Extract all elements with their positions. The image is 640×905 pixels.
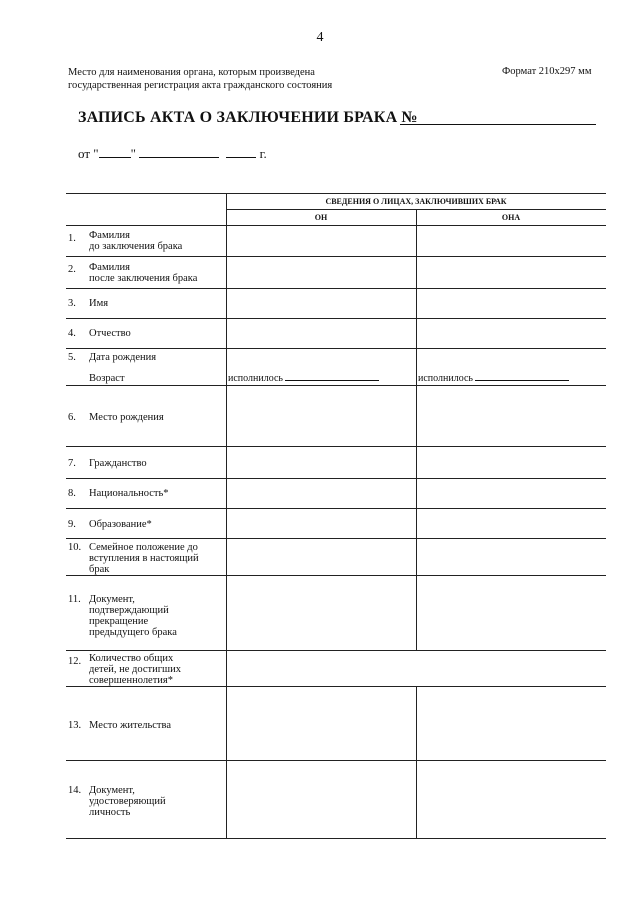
row-number: 8. [68,488,76,499]
row-label-age: Возраст [89,373,125,384]
row-label-citizenship: Гражданство [89,458,147,469]
row-label-birth-date: Дата рождения [89,352,157,363]
row-number: 11. [68,594,81,605]
row-number: 4. [68,328,76,339]
group-header: СВЕДЕНИЯ О ЛИЦАХ, ЗАКЛЮЧИВШИХ БРАК [325,197,507,206]
record-title: ЗАПИСЬ АКТА О ЗАКЛЮЧЕНИИ БРАКА № [78,109,418,126]
row-label-nationality: Национальность* [89,488,169,499]
row-divider [66,348,606,349]
row-label-birth-place: Место рождения [89,412,164,423]
date-from-label: от [78,146,91,161]
row-divider [66,686,606,687]
row-divider [66,508,606,509]
record-number-field[interactable] [400,124,596,125]
row-divider [66,760,606,761]
row-number: 7. [68,458,76,469]
column-header-she: ОНА [501,213,521,222]
row-label-name: Имя [89,298,109,309]
row-divider [66,446,606,447]
row-label-education: Образование* [89,519,152,530]
column-header-he: ОН [314,213,328,222]
row-number: 5. [68,352,76,363]
row-divider [66,318,606,319]
quote-open: " [93,146,99,161]
age-he-label: исполнилось [228,373,283,384]
age-he-field[interactable] [228,370,379,384]
spouse-column-divider [416,209,417,650]
row-label-children-count: Количество общих детей, не достигших совершеннолетия* [89,653,182,686]
row-label-residence: Место жительства [89,720,171,731]
row-label-divorce-document: Документ, подтверждающий прекращение предыдущего брака [89,594,177,638]
row-divider [66,385,606,386]
row-divider [66,575,606,576]
date-month-field[interactable] [139,146,219,158]
row-label-patronymic: Отчество [89,328,131,339]
row-number: 1. [68,233,76,244]
row-number: 12. [68,656,82,667]
age-she-field[interactable] [418,370,569,384]
row-divider [66,650,606,651]
quote-close: " [130,146,136,161]
row-divider [66,288,606,289]
row-number: 14. [68,785,82,796]
age-she-label: исполнилось [418,373,473,384]
row-number: 3. [68,298,76,309]
registry-place-note: Место для наименования органа, которым произведена государственная регистрация акта гражданского состояния [68,67,333,91]
page-number: 4 [316,30,324,45]
row-number: 13. [68,720,82,731]
row-number: 6. [68,412,76,423]
row-divider [66,538,606,539]
header-bottom-border [66,225,606,226]
row-number: 10. [68,542,82,553]
format-note: Формат 210x297 мм [502,66,592,77]
date-year-suffix: г. [259,146,267,161]
row-number: 9. [68,519,76,530]
date-line [78,146,267,162]
date-day-field[interactable] [99,146,131,158]
row-label-surname-after: Фамилия после заключения брака [89,262,198,284]
spouse-column-divider [416,686,417,838]
row-label-surname-before: Фамилия до заключения брака [89,230,183,252]
row-number: 2. [68,264,76,275]
date-year-field[interactable] [226,146,256,158]
row-label-identity-document: Документ, удостоверяющий личность [89,785,166,818]
table-bottom-border [66,838,606,839]
row-divider [66,256,606,257]
row-label-marital-status: Семейное положение до вступления в настоящий брак [89,542,199,575]
table-top-border [66,193,606,194]
label-column-divider [226,193,227,838]
row-divider [66,478,606,479]
